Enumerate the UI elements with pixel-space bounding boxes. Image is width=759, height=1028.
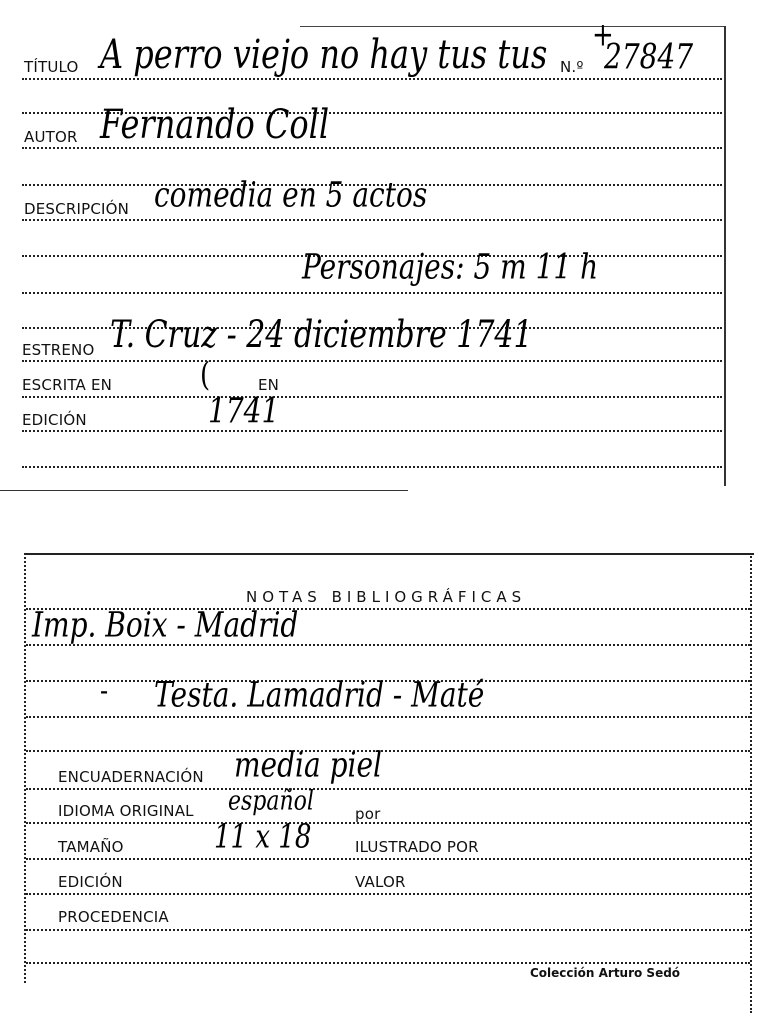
edicion-value: 1741 bbox=[208, 389, 280, 431]
estreno-value: T. Cruz - 24 diciembre 1741 bbox=[110, 313, 533, 357]
titulo-value: A perro viejo no hay tus tus bbox=[100, 30, 548, 78]
numero-cross: + bbox=[592, 16, 614, 54]
encuadernacion-value: media piel bbox=[234, 743, 382, 785]
descripcion-label: DESCRIPCIÓN bbox=[24, 200, 130, 218]
edicion-label: EDICIÓN bbox=[22, 411, 87, 429]
bottom-card-border-left bbox=[24, 553, 26, 983]
ruled-line bbox=[22, 396, 722, 398]
edicion-label-2: EDICIÓN bbox=[58, 873, 123, 891]
ruled-line bbox=[22, 292, 722, 294]
autor-label: AUTOR bbox=[24, 128, 78, 146]
ruled-line bbox=[22, 466, 722, 468]
top-card-border-bottom bbox=[0, 490, 408, 491]
ruled-line bbox=[22, 78, 722, 80]
personajes-value: Personajes: 5 m 11 h bbox=[302, 245, 599, 287]
top-card-border-right bbox=[724, 26, 726, 486]
descripcion-value: comedia en 5 actos bbox=[154, 173, 428, 215]
top-card-border-top bbox=[300, 26, 724, 27]
collection-footer: Colección Arturo Sedó bbox=[530, 966, 681, 980]
ruled-line bbox=[26, 716, 750, 718]
idioma-label: IDIOMA ORIGINAL bbox=[58, 802, 194, 820]
tamano-value: 11 x 18 bbox=[214, 818, 312, 856]
note-line-1: Imp. Boix - Madrid bbox=[32, 603, 299, 645]
bottom-card-border-top bbox=[26, 553, 754, 555]
ruled-line bbox=[26, 822, 750, 824]
estreno-label: ESTRENO bbox=[22, 341, 95, 359]
ruled-line bbox=[26, 893, 750, 895]
escrita-en-label: ESCRITA EN bbox=[22, 376, 113, 394]
note-dash: - bbox=[100, 673, 109, 708]
escrita-en-mark: ( bbox=[200, 356, 211, 394]
en-label: EN bbox=[258, 376, 280, 394]
titulo-label: TÍTULO bbox=[24, 58, 79, 76]
ruled-line bbox=[22, 430, 722, 432]
ruled-line bbox=[26, 962, 750, 964]
autor-value: Fernando Coll bbox=[100, 100, 330, 148]
ruled-line bbox=[22, 219, 722, 221]
ilustrado-label: ILUSTRADO POR bbox=[355, 838, 479, 856]
note-line-2: Testa. Lamadrid - Maté bbox=[154, 673, 485, 715]
encuadernacion-label: ENCUADERNACIÓN bbox=[58, 768, 204, 786]
numero-label: N.º bbox=[560, 58, 584, 76]
ruled-line bbox=[22, 360, 722, 362]
tamano-label: TAMAÑO bbox=[58, 838, 124, 856]
bottom-card-border-right bbox=[750, 553, 752, 1013]
procedencia-label: PROCEDENCIA bbox=[58, 908, 169, 926]
ruled-line bbox=[26, 929, 750, 931]
ruled-line bbox=[26, 788, 750, 790]
valor-label: VALOR bbox=[355, 873, 406, 891]
notes-title: NOTAS BIBLIOGRÁFICAS bbox=[246, 588, 527, 606]
ruled-line bbox=[26, 750, 750, 752]
idioma-value: español bbox=[228, 785, 314, 817]
por-label: por bbox=[355, 805, 381, 823]
ruled-line bbox=[26, 858, 750, 860]
numero-value: 27847 bbox=[604, 35, 694, 77]
